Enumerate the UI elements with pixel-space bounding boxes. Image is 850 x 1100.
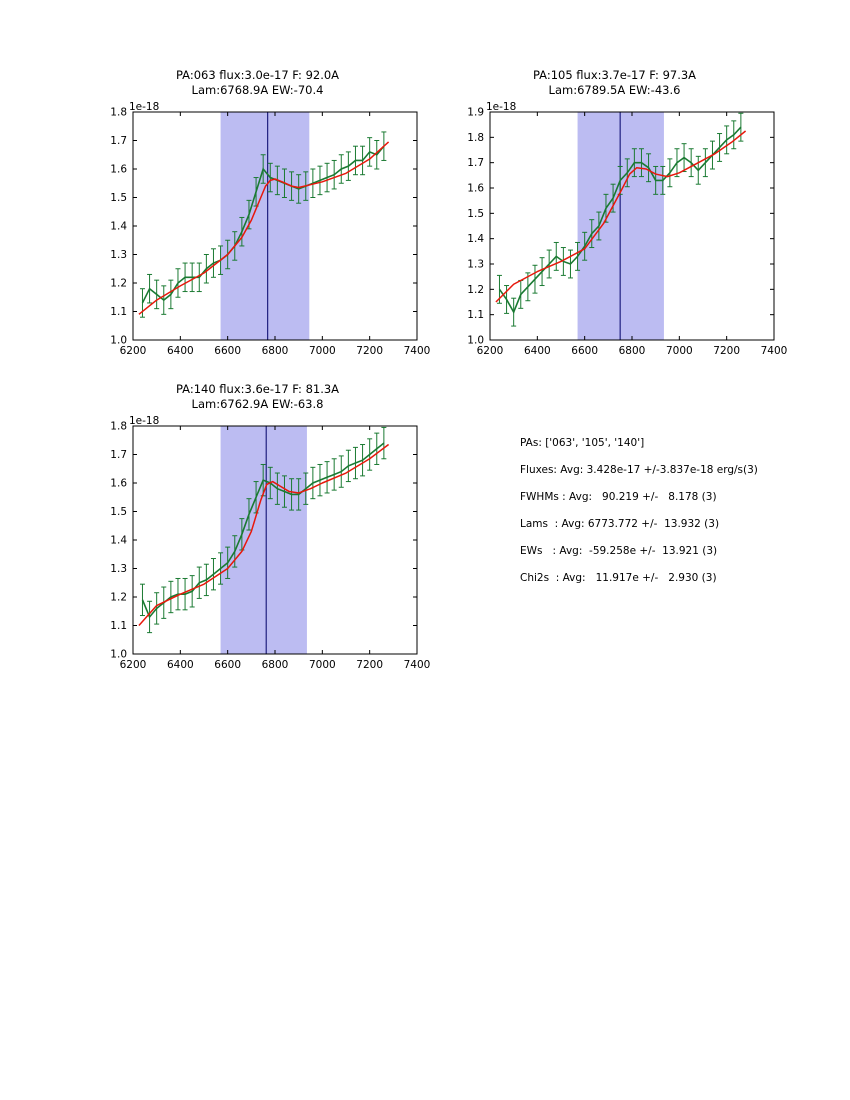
y-tick-label: 1.5	[110, 506, 127, 518]
panel-title-line2: Lam:6768.9A EW:-70.4	[191, 83, 324, 97]
x-tick-label: 7200	[356, 345, 384, 357]
plot-area-pa-063	[85, 100, 430, 375]
y-tick-label: 1.4	[110, 220, 127, 233]
band-region	[221, 426, 307, 654]
y-tick-label: 1.7	[110, 135, 127, 147]
y-axis-exponent-label: 1e-18	[129, 415, 160, 427]
x-tick-label: 7400	[403, 659, 430, 671]
y-tick-label: 1.3	[467, 258, 484, 271]
y-tick-label: 1.3	[110, 563, 127, 575]
panel-title-line1: PA:063 flux:3.0e-17 F: 92.0A	[175, 68, 340, 82]
x-tick-label: 6400	[166, 345, 194, 357]
panel-title-line2: Lam:6789.5A EW:-43.6	[548, 83, 681, 97]
y-tick-label: 1.0	[110, 648, 127, 661]
y-tick-label: 1.8	[110, 420, 127, 433]
y-tick-label: 1.2	[110, 591, 127, 604]
x-tick-label: 7000	[665, 345, 693, 357]
y-axis-exponent-label: 1e-18	[129, 101, 160, 113]
x-tick-label: 6200	[476, 345, 504, 357]
y-tick-label: 1.8	[110, 106, 127, 119]
x-tick-label: 7400	[760, 345, 787, 357]
y-tick-label: 1.7	[110, 449, 127, 461]
y-tick-label: 1.0	[467, 334, 484, 347]
x-tick-label: 6800	[618, 345, 646, 357]
x-tick-label: 6600	[214, 345, 242, 357]
x-tick-label: 7200	[713, 345, 741, 357]
x-tick-label: 7400	[403, 345, 430, 357]
y-tick-label: 1.3	[110, 249, 127, 261]
x-tick-label: 6600	[571, 345, 599, 357]
y-tick-label: 1.0	[110, 334, 127, 347]
x-tick-label: 6800	[261, 345, 289, 357]
summary-line-ews: EWs : Avg: -59.258e +/- 13.921 (3)	[520, 545, 718, 557]
summary-line-lams: Lams : Avg: 6773.772 +/- 13.932 (3)	[520, 518, 720, 530]
summary-line-fluxes: Fluxes: Avg: 3.428e-17 +/-3.837e-18 erg/s(3)	[520, 464, 758, 476]
y-tick-label: 1.1	[467, 309, 484, 322]
plot-area-pa-105	[442, 100, 787, 375]
panel-title-line2: Lam:6762.9A EW:-63.8	[191, 397, 324, 411]
y-tick-label: 1.9	[467, 106, 484, 119]
summary-line-pas: PAs: ['063', '105', '140']	[520, 437, 645, 449]
x-tick-label: 7000	[308, 345, 336, 357]
y-tick-label: 1.6	[110, 163, 127, 176]
x-tick-label: 6600	[214, 659, 242, 671]
panel-title-line1: PA:140 flux:3.6e-17 F: 81.3A	[175, 382, 340, 396]
x-tick-label: 7000	[308, 659, 336, 671]
y-tick-label: 1.2	[467, 283, 484, 296]
band-region	[221, 112, 310, 340]
x-tick-label: 6400	[166, 659, 194, 671]
panel-pa-063	[85, 68, 430, 378]
x-tick-label: 6200	[119, 659, 147, 671]
plot-area-pa-140	[85, 414, 430, 689]
y-tick-label: 1.6	[467, 182, 484, 195]
summary-line-chi2s: Chi2s : Avg: 11.917e +/- 2.930 (3)	[520, 572, 717, 584]
panel-title-pa-140	[85, 382, 430, 412]
y-tick-label: 1.8	[467, 131, 484, 144]
y-tick-label: 1.5	[467, 207, 484, 220]
x-tick-label: 7200	[356, 659, 384, 671]
y-tick-label: 1.5	[110, 192, 127, 204]
panel-title-pa-063	[85, 68, 430, 98]
y-tick-label: 1.6	[110, 477, 127, 490]
y-tick-label: 1.4	[110, 534, 127, 547]
y-tick-label: 1.1	[110, 306, 127, 318]
y-tick-label: 1.1	[110, 620, 127, 632]
summary-line-fwhms: FWHMs : Avg: 90.219 +/- 8.178 (3)	[520, 491, 717, 503]
panel-title-line1: PA:105 flux:3.7e-17 F: 97.3A	[532, 68, 697, 82]
y-tick-label: 1.2	[110, 277, 127, 290]
panel-title-pa-105	[442, 68, 787, 98]
x-tick-label: 6200	[119, 345, 147, 357]
summary-stats	[520, 430, 840, 592]
y-axis-exponent-label: 1e-18	[486, 101, 517, 113]
y-tick-label: 1.7	[467, 157, 484, 170]
y-tick-label: 1.4	[467, 233, 484, 246]
x-tick-label: 6800	[261, 659, 289, 671]
panel-pa-105	[442, 68, 787, 378]
x-tick-label: 6400	[523, 345, 551, 357]
panel-pa-140	[85, 382, 430, 692]
